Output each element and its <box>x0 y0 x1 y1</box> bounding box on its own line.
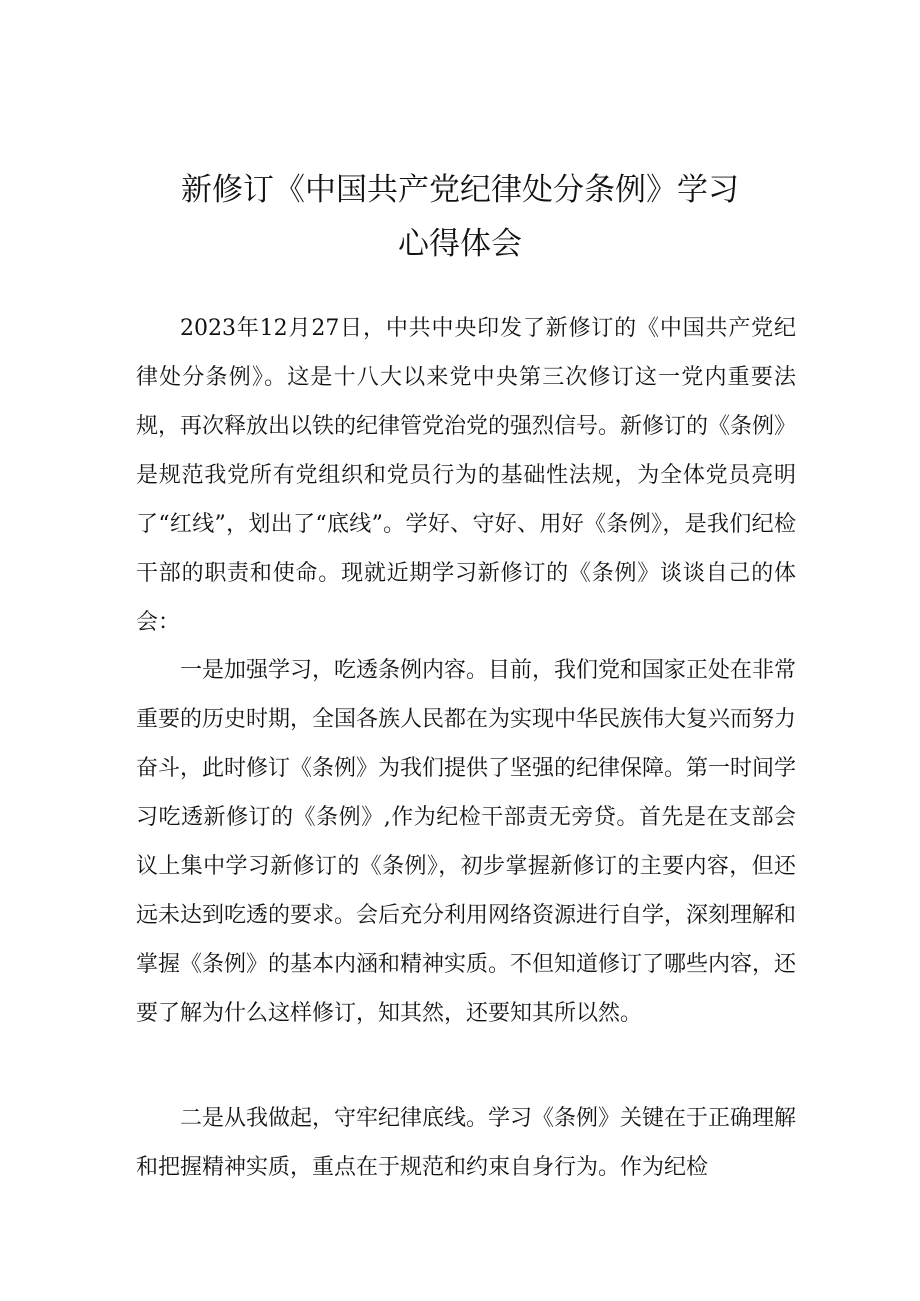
document-title-line-2: 心得体会 <box>398 226 522 262</box>
paragraph-point-two: 二是从我做起，守牢纪律底线。学习《条例》关键在于正确理解和把握精神实质，重点在于规范和约束自身行为。作为纪检 <box>136 1106 797 1180</box>
document-title-line-1: 新修订《中国共产党纪律处分条例》学习 <box>181 172 739 208</box>
paragraph-intro: 2023年12月27日，中共中央印发了新修订的《中国共产党纪律处分条例》。这是十八大以来党中央第三次修订这一党内重要法规，再次释放出以铁的纪律管党治党的强烈信号。新修订的《条例》是规范我党所有党组织和党员行为的基础性法规，为全体党员亮明了“红线”，划出了“底线”。学好、守好、用好《条例》，是我们纪检干部的职责和使命。现就近期学习新修订的《条例》谈谈自己的体会： <box>136 316 797 635</box>
paragraph-point-one: 一是加强学习，吃透条例内容。目前，我们党和国家正处在非常重要的历史时期，全国各族人民都在为实现中华民族伟大复兴而努力奋斗，此时修订《条例》为我们提供了坚强的纪律保障。第一时间学习吃透新修订的《条例》,作为纪检干部责无旁贷。首先是在支部会议上集中学习新修订的《条例》，初步掌握新修订的主要内容，但还远未达到吃透的要求。会后充分利用网络资源进行自学，深刻理解和掌握《条例》的基本内涵和精神实质。不但知道修订了哪些内容，还要了解为什么这样修订，知其然，还要知其所以然。 <box>136 658 797 1026</box>
